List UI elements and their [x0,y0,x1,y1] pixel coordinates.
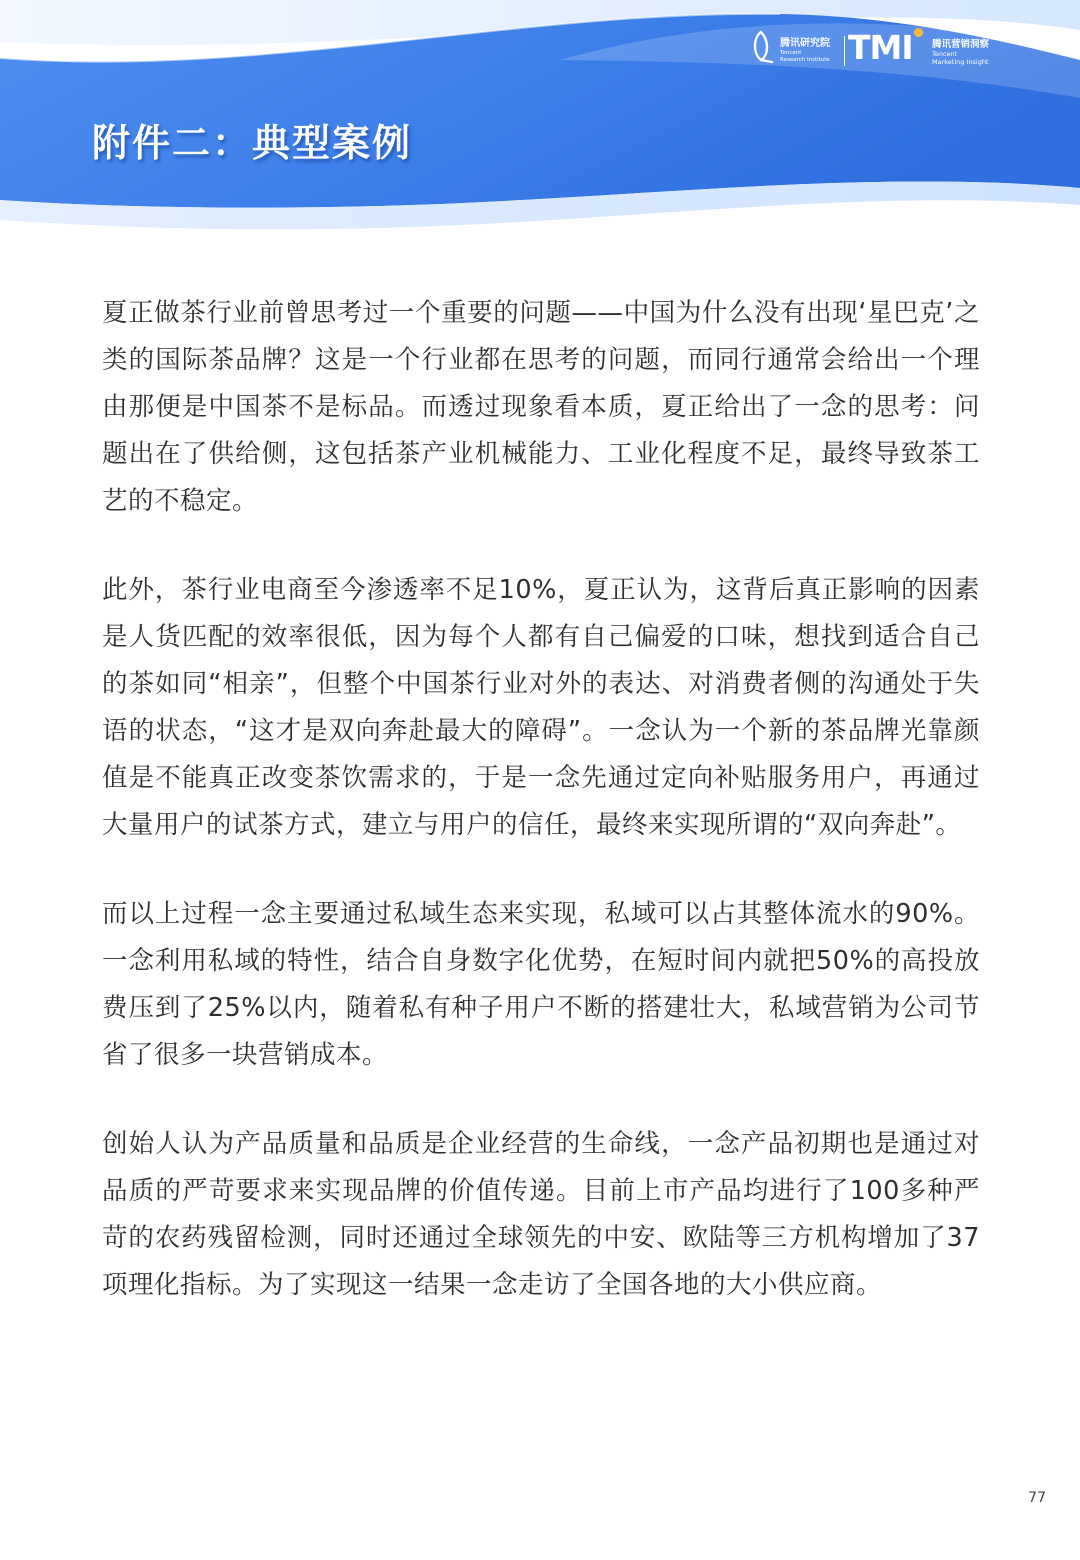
tmi-logo-name: 腾讯营销洞察 [932,39,990,50]
body-paragraph: 创始人认为产品质量和品质是企业经营的生命线，一念产品初期也是通过对品质的严苛要求来实现品牌的价值传递。目前上市产品均进行了100多种严苛的农药残留检测，同时还通过全球领先的中安、欧陆等三方机构增加了37项理化指标。为了实现这一结果一念走访了全国各地的大小供应商。 [102,1129,980,1300]
research-institute-logo-name: 腾讯研究院 [780,38,830,49]
tmi-logo-en-line1: Tencent [932,50,958,58]
body-paragraph: 而以上过程一念主要通过私域生态来实现，私域可以占其整体流水的90%。一念利用私域的特性，结合自身数字化优势，在短时间内就把50%的高投放费压到了25%以内，随着私有种子用户不断的搭建壮大，私域营销为公司节省了很多一块营销成本。 [102,899,980,1070]
tmi-logo-en-line2: Marketing Insight [932,58,989,66]
page-number: 77 [1028,1490,1046,1506]
page-title: 附件二：典型案例 [92,121,413,165]
research-institute-logo-icon [748,30,774,64]
tmi-logo-dot-icon [914,28,923,37]
tmi-logo-mark: TMI [848,28,913,67]
article-body [102,290,980,1351]
research-institute-logo-en-line1: Tencent [780,50,802,56]
research-institute-logo-en-line2: Research Institute [780,57,830,63]
header-logos [748,30,1008,70]
body-paragraph: 此外，茶行业电商至今渗透率不足10%，夏正认为，这背后真正影响的因素是人货匹配的效率很低，因为每个人都有自己偏爱的口味，想找到适合自己的茶如同“相亲”，但整个中国茶行业对外的表达、对消费者侧的沟通处于失语的状态，“这才是双向奔赴最大的障碍”。一念认为一个新的茶品牌光靠颜值是不能真正改变茶饮需求的，于是一念先通过定向补贴服务用户，再通过大量用户的试茶方式，建立与用户的信任，最终来实现所谓的“双向奔赴”。 [102,575,980,840]
logo-divider [844,36,845,66]
body-paragraph: 夏正做茶行业前曾思考过一个重要的问题——中国为什么没有出现‘星巴克’之类的国际茶品牌？这是一个行业都在思考的问题，而同行通常会给出一个理由那便是中国茶不是标品。而透过现象看本质，夏正给出了一念的思考：问题出在了供给侧，这包括茶产业机械能力、工业化程度不足，最终导致茶工艺的不稳定。 [102,298,980,516]
page-header [0,0,1080,240]
